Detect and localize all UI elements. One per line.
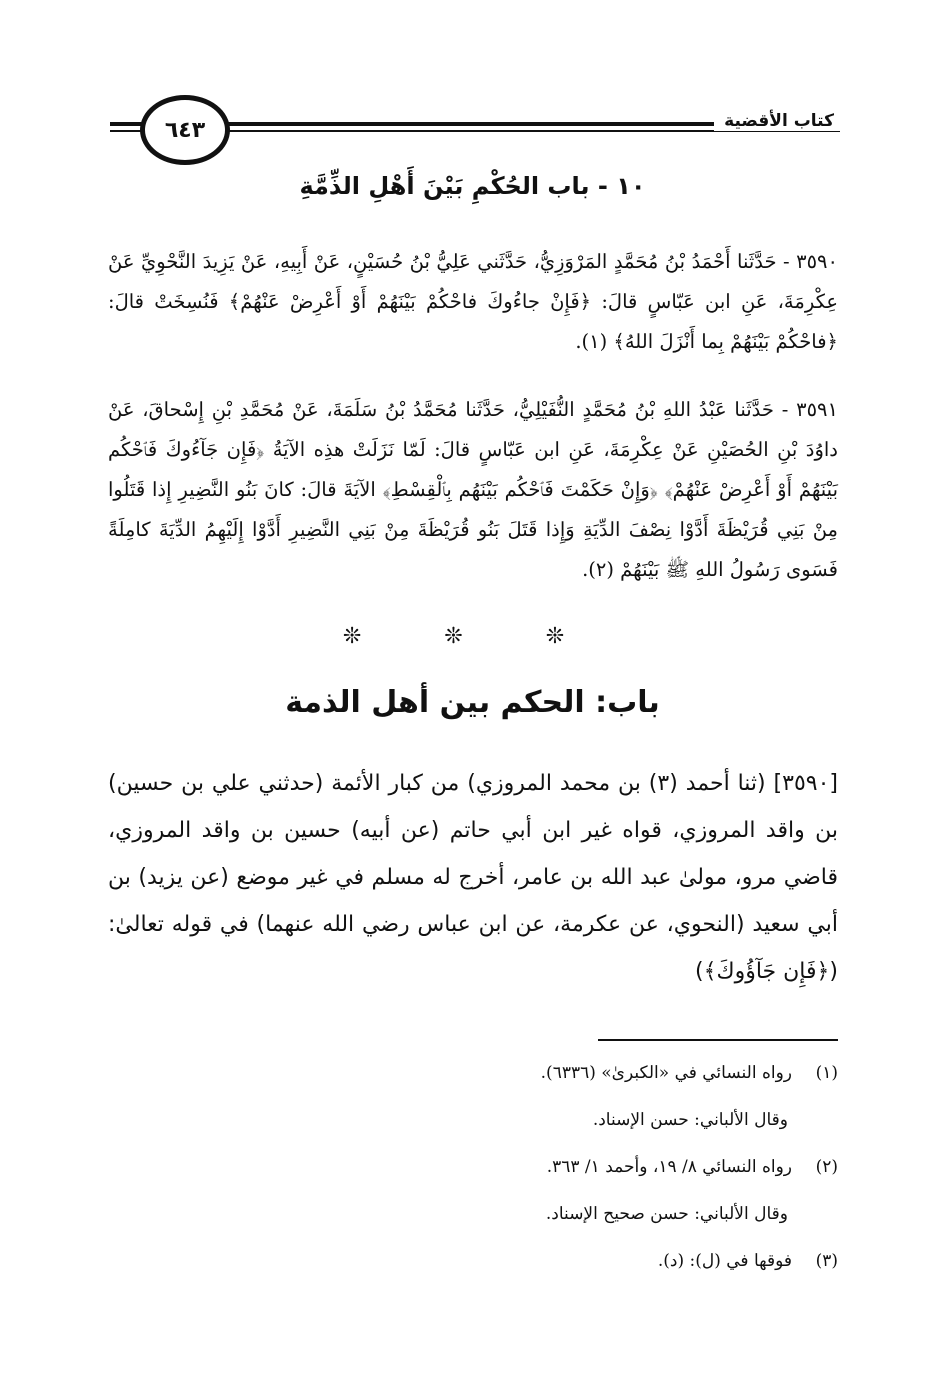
footnote-number: (٣): [815, 1251, 838, 1271]
footnote-number: (٢): [815, 1157, 838, 1177]
footnote-text: وقال الألباني: حسن الإسناد.: [592, 1110, 788, 1130]
footnote-text: رواه النسائي ٨/ ١٩، وأحمد ١/ ٣٦٣.: [546, 1157, 792, 1177]
footnote-text: فوقها في (ل): (د).: [657, 1251, 792, 1271]
commentary-text: [٣٥٩٠] (ثنا أحمد (٣) بن محمد المروزي) من كبار الأئمة (حدثني علي بن حسين) بن واقد المروزي، قواه غير ابن أبي حاتم (عن أبيه) حسين بن واقد المروزي، قاضي مرو، مولىٰ عبد الله بن عامر، أخرج له مسلم في غير موضع (عن يزيد) بن أبي سعيد (النحوي، عن عكرمة، عن ابن عباس رضي الله عنهما) في قوله تعالىٰ: (﴿فَإِن جَآؤُوكَ﴾): [108, 771, 838, 984]
footnote-2-note: [108, 1191, 838, 1238]
section-separator: ❊ ❊ ❊: [342, 624, 603, 649]
chapter-title: ١٠ - باب الحُكْمِ بَيْنَ أَهْلِ الذِّمَّةِ: [299, 172, 646, 200]
footnote-text: رواه النسائي في «الكبرىٰ» (٦٣٣٦).: [540, 1063, 792, 1083]
page-header: [110, 95, 840, 165]
footnote-2: [108, 1144, 838, 1191]
footnote-1-note: [108, 1097, 838, 1144]
hadith-3590: ٣٥٩٠ - حَدَّثَنا أَحْمَدُ بْنُ مُحَمَّدٍ المَرْوَزِيُّ، حَدَّثَني عَلِيُّ بْنُ حُسَيْنٍ، عَنْ أَبِيهِ، عَنْ يَزِيدَ النَّحْوِيِّ عَنْ عِكْرِمَةَ، عَنِ ابن عَبّاسٍ قالَ: ﴿فَإِنْ جاءُوكَ فاحْكُمْ بَيْنَهُمْ أَوْ أَعْرِضْ عَنْهُمْ﴾ فَنُسِخَتْ قالَ: ﴿فاحْكُمْ بَيْنَهُمْ بِما أَنْزَلَ اللهُ﴾ (١).: [108, 250, 838, 353]
running-title: كتاب الأقضية: [714, 111, 840, 131]
footnote-1: [108, 1050, 838, 1097]
hadith-3591: ٣٥٩١ - حَدَّثَنا عَبْدُ اللهِ بْنُ مُحَمَّدٍ النُّفَيْلِيُّ، حَدَّثَنا مُحَمَّدُ بْنُ سَلَمَةَ، عَنْ مُحَمَّدِ بْنِ إِسْحاقَ، عَنْ داوُدَ بْنِ الحُصَيْنِ عَنْ عِكْرِمَةَ، عَنِ ابن عَبّاسٍ قالَ: لَمّا نَزَلَتْ هذِه الآيَةُ ﴿فَإِن جَآءُوكَ فَٱحْكُم بَيْنَهُمْ أَوْ أَعْرِضْ عَنْهُمْ﴾ ﴿وَإِنْ حَكَمْتَ فَٱحْكُم بَيْنَهُم بِٱلْقِسْطِ﴾ الآيَةَ قالَ: كانَ بَنُو النَّضِيرِ إِذا قَتَلُوا مِنْ بَنِي قُرَيْظَةَ أَدَّوْا نِصْفَ الدِّيَةِ وَإِذا قَتَلَ بَنُو قُرَيْظَةَ مِنْ بَنِي النَّضِيرِ أَدَّوْا إِلَيْهِمُ الدِّيَةَ كامِلَةً فَسَوى رَسُولُ اللهِ ﷺ بَيْنَهُمْ (٢).: [108, 398, 838, 581]
footnote-3: [108, 1238, 838, 1285]
commentary-title: باب: الحكم بين أهل الذمة: [285, 685, 660, 720]
page-number: ٦٤٣: [140, 95, 230, 165]
footnote-text: وقال الألباني: حسن صحيح الإسناد.: [545, 1204, 788, 1224]
footnote-rule: [598, 1039, 838, 1041]
footnote-number: (١): [815, 1063, 838, 1083]
footnotes: [108, 1050, 838, 1285]
